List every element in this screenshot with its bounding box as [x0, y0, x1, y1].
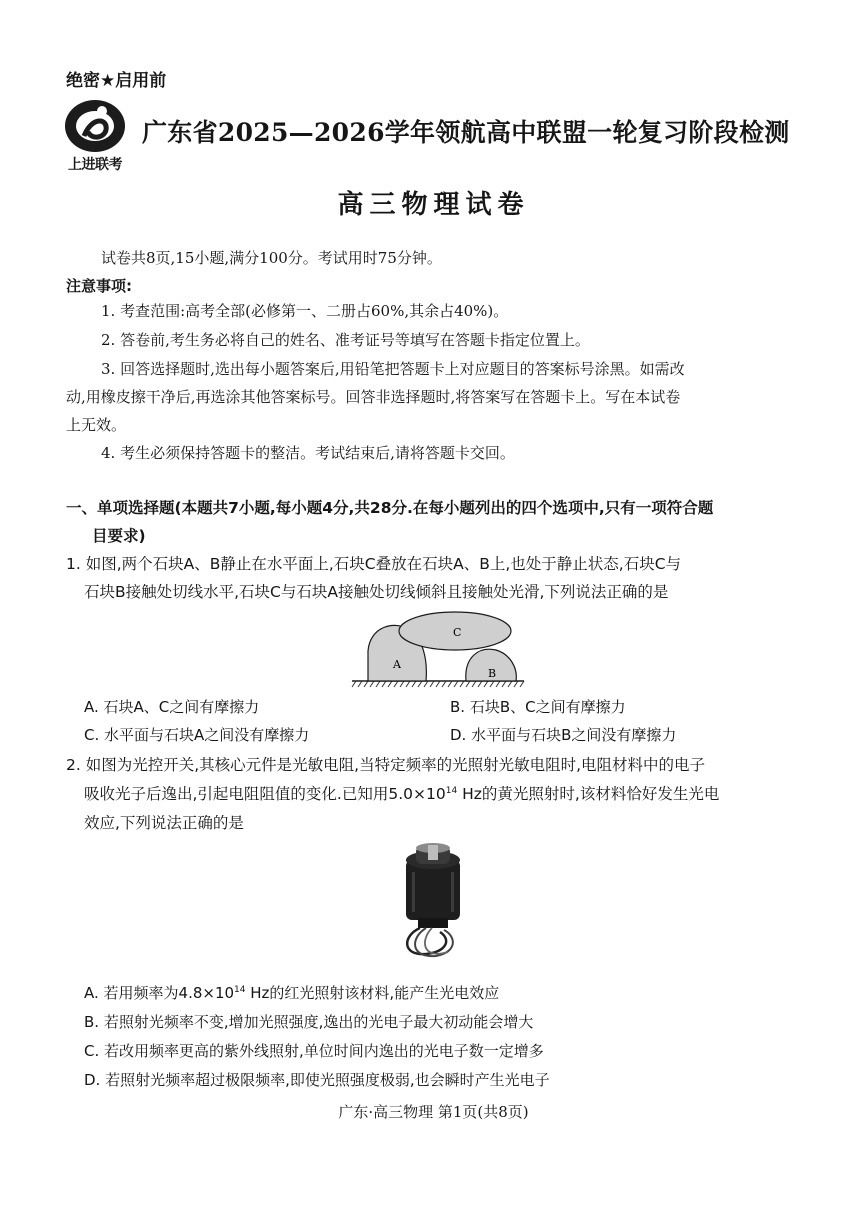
ground-hatching	[352, 681, 524, 687]
question-1-line-2: 石块B接触处切线水平,石块C与石块A接触处切线倾斜且接触处光滑,下列说法正确的是	[84, 583, 669, 601]
question-2-option-a: A. 若用频率为$4.8\times 10^{14}$ Hz的红光照射该材料,能产生光电效应	[84, 984, 500, 1002]
note-4: 4. 考生必须保持答题卡的整洁。考试结束后,请将答题卡交回。	[101, 444, 515, 462]
question-1-option-d: D. 水平面与石块B之间没有摩擦力	[450, 726, 677, 744]
stone-b-label: B	[488, 667, 497, 680]
stone-c-label: C	[453, 626, 462, 639]
page-footer: 广东·高三物理 第1页(共8页)	[338, 1103, 529, 1121]
question-2-option-b: B. 若照射光频率不变,增加光照强度,逸出的光电子最大初动能会增大	[84, 1013, 534, 1031]
stones-figure	[350, 606, 526, 688]
section-heading-line-2: 目要求)	[92, 527, 146, 545]
question-2-option-d: D. 若照射光频率超过极限频率,即使光照强度极弱,也会瞬时产生光电子	[84, 1071, 550, 1089]
note-3-line-3: 上无效。	[66, 416, 127, 434]
question-2-option-c: C. 若改用频率更高的紫外线照射,单位时间内逸出的光电子数一定增多	[84, 1042, 544, 1060]
question-2-line-2: 吸收光子后逸出,引起电阻阻值的变化.已知用$5.0\times 10^{14}$ Hz的黄光照射时,该材料恰好发生光电	[84, 785, 720, 803]
note-2: 2. 答卷前,考生务必将自己的姓名、准考证号等填写在答题卡指定位置上。	[101, 331, 590, 349]
question-2-line-3: 效应,下列说法正确的是	[84, 814, 244, 832]
question-1-option-a: A. 石块A、C之间有摩擦力	[84, 698, 260, 716]
question-1-option-b: B. 石块B、C之间有摩擦力	[450, 698, 626, 716]
subject-title: 高三物理试卷	[337, 190, 530, 220]
confidential-mark: 绝密★启用前	[66, 71, 167, 91]
question-1-line-1: 1. 如图,两个石块A、B静止在水平面上,石块C叠放在石块A、B上,也处于静止状态,石块C与	[66, 555, 682, 573]
light-control-switch-photo	[396, 842, 474, 964]
exam-summary: 试卷共8页,15小题,满分100分。考试用时75分钟。	[101, 249, 442, 267]
note-1: 1. 考查范围:高考全部(必修第一、二册占60%,其余占40%)。	[101, 302, 509, 320]
section-heading-line-1: 一、单项选择题(本题共7小题,每小题4分,共28分.在每小题列出的四个选项中,只有一项符合题	[66, 499, 714, 517]
notes-label: 注意事项:	[66, 277, 132, 295]
logo-emblem-icon	[62, 96, 128, 154]
logo-text: 上进联考	[68, 157, 122, 173]
stone-a-label: A	[393, 658, 401, 671]
note-3-line-2: 动,用橡皮擦干净后,再选涂其他答案标号。回答非选择题时,将答案写在答题卡上。写在本试卷	[66, 388, 681, 406]
question-1-option-c: C. 水平面与石块A之间没有摩擦力	[84, 726, 310, 744]
note-3-line-1: 3. 回答选择题时,选出每小题答案后,用铅笔把答题卡上对应题目的答案标号涂黑。如需改	[101, 360, 685, 378]
publisher-logo	[62, 96, 128, 176]
exam-title: 广东省2025—2026学年领航高中联盟一轮复习阶段检测	[142, 118, 790, 147]
question-2-line-1: 2. 如图为光控开关,其核心元件是光敏电阻,当特定频率的光照射光敏电阻时,电阻材料中的电子	[66, 756, 705, 774]
